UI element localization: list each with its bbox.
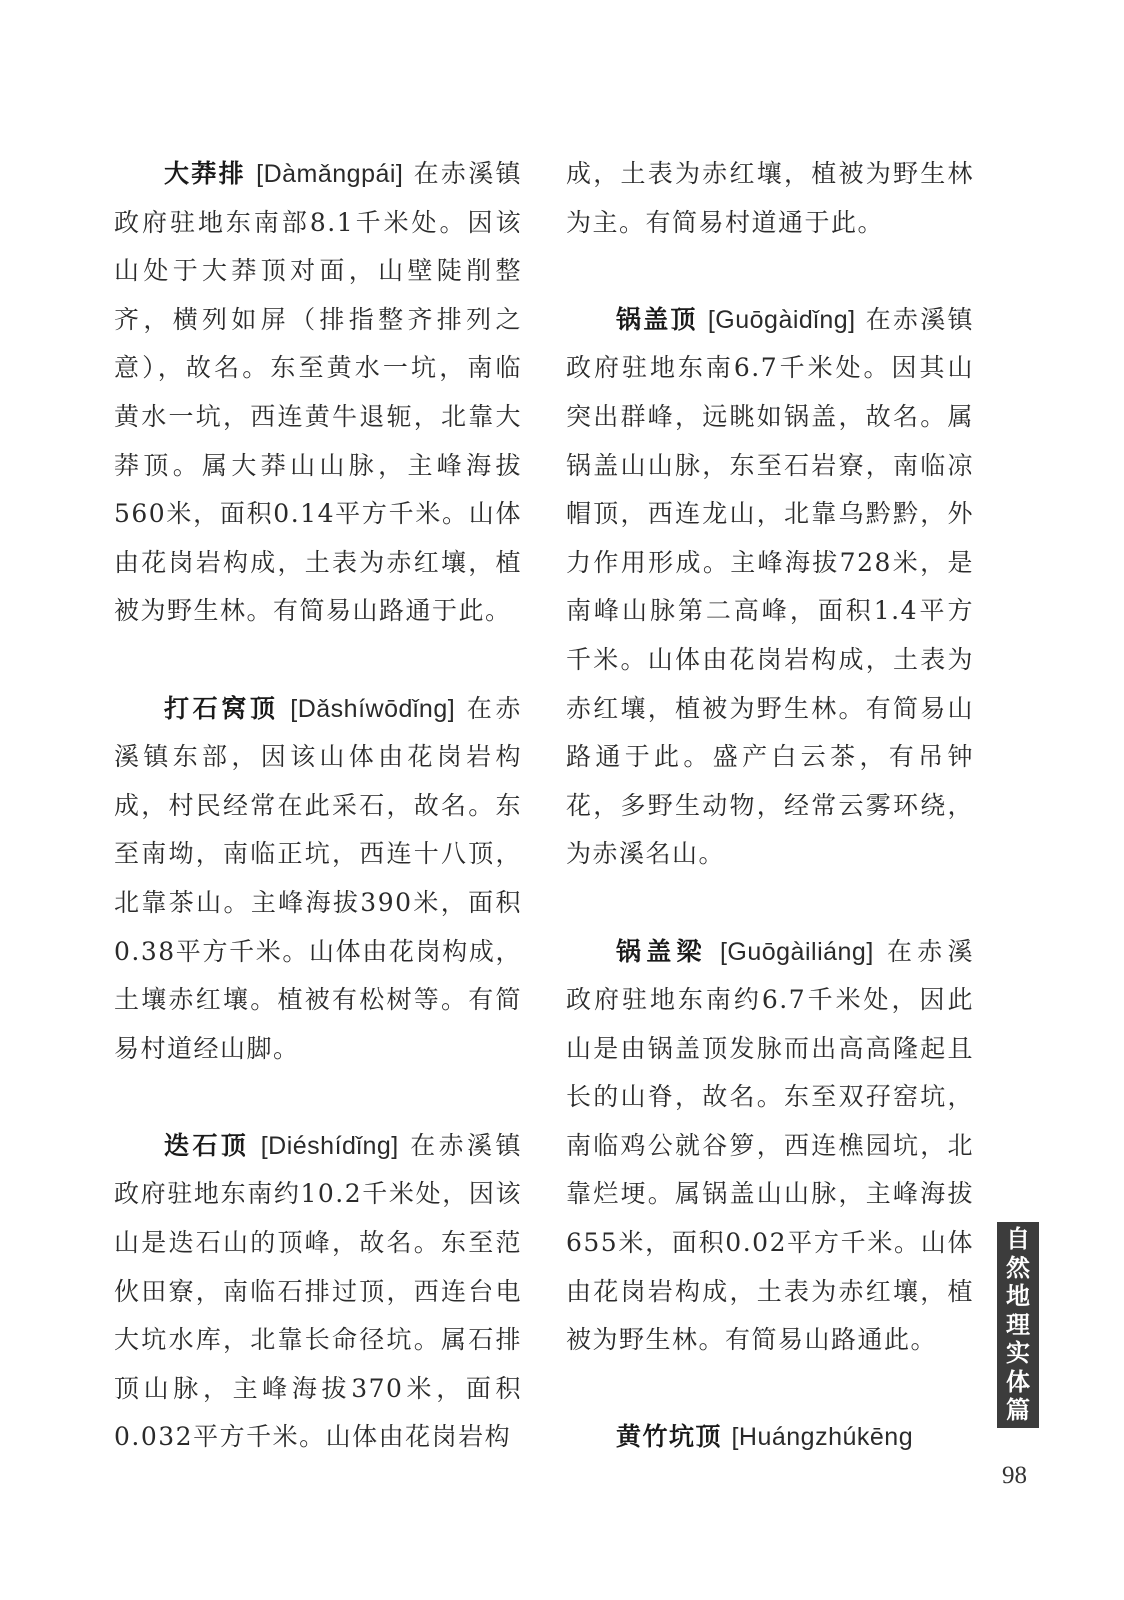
entry-body: 在赤溪镇政府驻地东南6.7千米处。因其山突出群峰，远眺如锅盖，故名。属锅盖山山脉，东至石岩寮，南临凉帽顶，西连龙山，北靠乌黔黔，外力作用形成。主峰海拔728米，是南峰山脉第二高峰，面积1.4平方千米。山体由花岗岩构成，土表为赤红壤，植被为野生林。有简易山路通于此。盛产白云茶，有吊钟花，多野生动物，经常云雾环绕，为赤溪名山。 — [566, 304, 974, 869]
entry-term: 迭石顶 — [164, 1130, 250, 1160]
section-side-tab — [997, 1222, 1039, 1428]
entry-huangzhukengding — [566, 1413, 974, 1462]
entry-damangpai — [114, 150, 522, 636]
continuation-text: 成，土表为赤红壤，植被为野生林为主。有简易村道通于此。 — [566, 159, 974, 237]
side-tab-char: 自 — [1006, 1224, 1030, 1254]
side-tab-char: 然 — [1006, 1252, 1030, 1282]
entry-body: 在赤溪镇政府驻地东南约10.2千米处，因该山是迭石山的顶峰，故名。东至范伙田寮，南临石排过顶，西连台电大坑水库，北靠长命径坑。属石排顶山脉，主峰海拔370米，面积0.032平方千米。山体由花岗岩构 — [114, 1130, 522, 1452]
right-column — [566, 150, 974, 1462]
entry-paragraph — [566, 928, 974, 1365]
entry-pinyin: [Dàmǎngpái] — [256, 160, 404, 188]
entry-body: 在赤溪镇东部，因该山体由花岗岩构成，村民经常在此采石，故名。东至南坳，南临正坑，西连十八顶，北靠茶山。主峰海拔390米，面积0.38平方千米。山体由花岗构成，土壤赤红壤。植被有松树等。有简易村道经山脚。 — [114, 693, 522, 1063]
entry-paragraph — [114, 685, 522, 1074]
entry-dieshiding — [114, 1122, 522, 1462]
entry-pinyin: [Huángzhúkēng — [731, 1423, 914, 1452]
side-tab-char: 理 — [1006, 1309, 1030, 1339]
entry-paragraph — [114, 1122, 522, 1462]
entry-term: 大莽排 — [164, 159, 246, 188]
entry-body: 在赤溪政府驻地东南约6.7千米处，因此山是由锅盖顶发脉而出高高隆起且长的山脊，故名。东至双孖窑坑，南临鸡公就谷箩，西连樵园坑，北靠烂埂。属锅盖山山脉，主峰海拔655米，面积0.02平方千米。山体由花岗岩构成，土表为赤红壤，植被为野生林。有简易山路通此。 — [566, 936, 974, 1355]
entry-term: 打石窝顶 — [164, 693, 279, 723]
side-tab-char: 实 — [1006, 1338, 1030, 1368]
entry-body: 在赤溪镇政府驻地东南部8.1千米处。因该山处于大莽顶对面，山壁陡削整齐，横列如屏（排指整齐排列之意），故名。东至黄水一坑，南临黄水一坑，西连黄牛退轭，北靠大莽顶。属大莽山山脉，主峰海拔560米，面积0.14平方千米。山体由花岗岩构成，土表为赤红壤，植被为野生林。有简易山路通于此。 — [114, 159, 522, 626]
entry-term: 锅盖顶 — [616, 304, 698, 334]
side-tab-char: 地 — [1006, 1281, 1030, 1311]
entry-pinyin: [Dǎshíwōdǐng] — [290, 694, 456, 723]
entry-guogaiding — [566, 296, 974, 879]
side-tab-char: 体 — [1006, 1366, 1030, 1396]
entry-paragraph — [566, 1413, 974, 1462]
entry-term: 黄竹坑顶 — [616, 1422, 723, 1452]
left-column — [114, 150, 522, 1462]
entry-term: 锅盖梁 — [616, 936, 707, 966]
entry-pinyin: [Guōgàidǐng] — [707, 305, 856, 334]
entry-pinyin: [Guōgàiliáng] — [719, 937, 874, 966]
entry-dashiwoding — [114, 685, 522, 1074]
entry-pinyin: [Diéshídǐng] — [260, 1131, 399, 1160]
entry-continuation — [566, 150, 974, 247]
entry-guogailiang — [566, 928, 974, 1365]
entry-paragraph — [114, 150, 522, 636]
entry-paragraph — [566, 296, 974, 879]
side-tab-char: 篇 — [1006, 1395, 1030, 1425]
page-number: 98 — [1002, 1462, 1027, 1489]
